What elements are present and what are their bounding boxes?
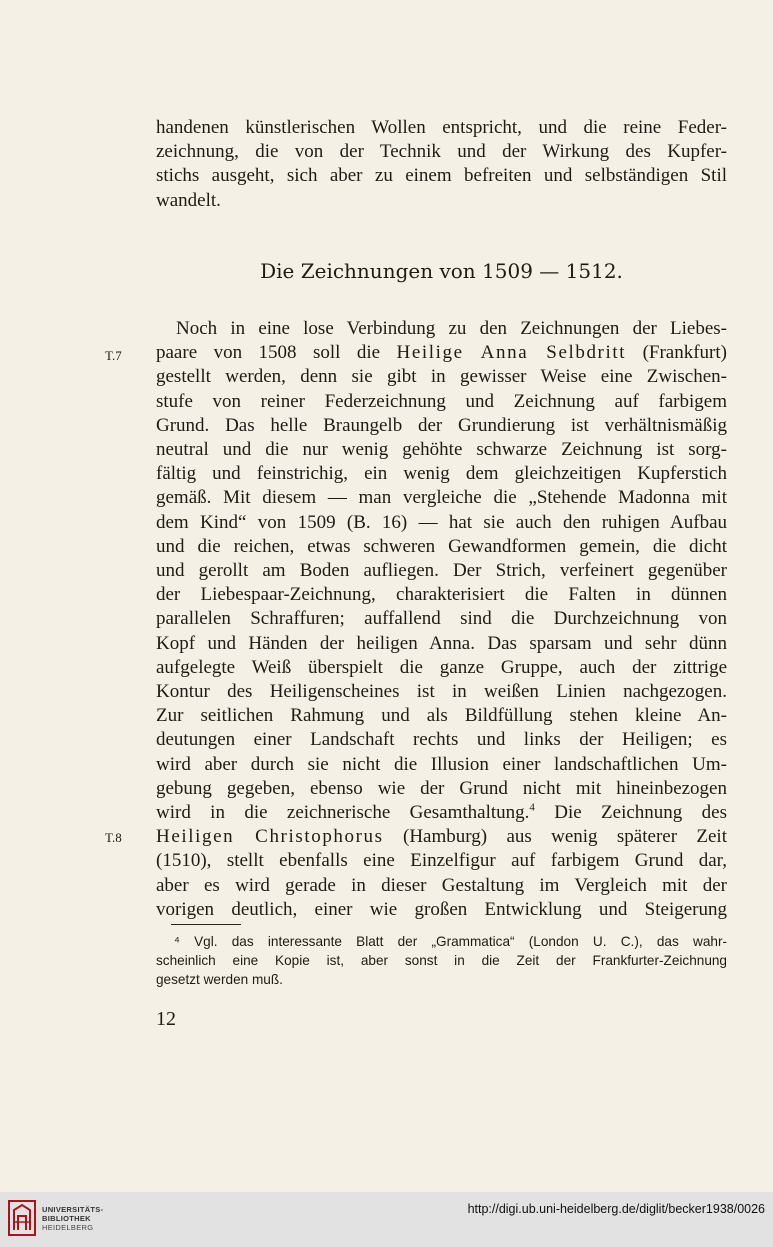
library-logo-icon [8,1200,36,1236]
margin-note-t8: T.8 [105,830,122,845]
text-line: zeichnung, die von der Technik und der Wirkung des Kupfer- [156,141,727,163]
margin-note-t7: T.7 [105,348,122,363]
text-line: neutral und die nur wenig gehöhte schwarze Zeichnung ist sorg- [156,439,727,461]
text-line: fältig und feinstrichig, ein wenig dem gleichzeitigen Kupferstich [156,463,727,485]
text-line: Kopf und Händen der heiligen Anna. Das sparsam und sehr dünn [156,632,727,654]
library-name: UNIVERSITÄTS- BIBLIOTHEK HEIDELBERG [42,1205,104,1232]
footnote-line: gesetzt werden muß. [156,972,283,987]
text-line: Kontur des Heiligenscheines ist in weißen Linien nachgezogen. [156,681,727,703]
source-url-link[interactable]: http://digi.ub.uni-heidelberg.de/diglit/becker1938/0026 [467,1202,765,1216]
footnote-marker: 4 [529,801,535,814]
text-line: Grund. Das helle Braungelb der Grundierung ist verhältnismäßig [156,414,727,436]
text-line: stichs ausgeht, sich aber zu einem befreiten und selbständigen Stil [156,165,727,187]
text-line: wird aber durch sie nicht die Illusion einer landschaftlichen Um- [156,753,727,775]
emphasized-title: Heiligen Christophorus [156,826,384,848]
text-line: und die reichen, etwas schweren Gewandformen gemein, die dicht [156,535,727,557]
footnote-line: scheinlich eine Kopie ist, aber sonst in die Zeit der Frankfurter-Zeichnung [156,953,727,968]
viewer-footer-bar [0,1192,773,1247]
text-line: stufe von reiner Federzeichnung und Zeichnung auf farbigem [156,390,727,412]
text-line: (1510), stellt ebenfalls eine Einzelfigur auf farbigem Grund dar, [156,850,727,872]
text-line: wird in die zeichnerische Gesamthaltung.$^4$ Die Zeichnung des [156,801,727,824]
main-text [156,116,727,922]
text-line: aufgelegte Weiß überspielt die ganze Gruppe, auch der zittrige [156,656,727,678]
text-line: gemäß. Mit diesem — man vergleiche die „Stehende Madonna mit [156,487,727,509]
footnote-rule [171,924,241,925]
text-line: der Liebespaar-Zeichnung, charakterisiert die Falten in dünnen [156,584,727,606]
text-line: gebung gegeben, ebenso wie der Grund nicht mit hineinbezogen [156,777,727,799]
text-line: aber es wird gerade in dieser Gestaltung im Vergleich mit der [156,874,727,896]
page-number: 12 [156,1008,176,1030]
text-line: wandelt. [156,189,221,211]
text-line: deutungen einer Landschaft rechts und links der Heiligen; es [156,729,727,751]
footnote-line: ⁴ Vgl. das interessante Blatt der „Grammatica“ (London U. C.), das wahr- [174,934,727,949]
footnote [156,932,727,989]
text-line: gestellt werden, denn sie gibt in gewisser Weise eine Zwischen- [156,366,727,388]
text-line: Zur seitlichen Rahmung und als Bildfüllung stehen kleine An- [156,705,727,727]
text-line: handenen künstlerischen Wollen entspricht, und die reine Feder- [156,117,727,138]
text-line: Noch in eine lose Verbindung zu den Zeichnungen der Liebes- [176,318,727,340]
text-line: und gerollt am Boden aufliegen. Der Strich, verfeinert gegenüber [156,560,727,582]
text-line: parallelen Schraffuren; auffallend sind die Durchzeichnung von [156,608,727,630]
text-line: paare von 1508 soll die Heilige Anna Selbdritt (Frankfurt) [156,342,727,364]
section-heading: Die Zeichnungen von 1509 — 1512. [260,258,623,283]
text-line: Heiligen Christophorus (Hamburg) aus wenig späterer Zeit [156,826,727,848]
text-line: dem Kind“ von 1509 (B. 16) — hat sie auch den ruhigen Aufbau [156,511,727,533]
text-line: vorigen deutlich, einer wie großen Entwicklung und Steigerung [156,898,727,920]
emphasized-title: Heilige Anna Selbdritt [396,342,627,364]
